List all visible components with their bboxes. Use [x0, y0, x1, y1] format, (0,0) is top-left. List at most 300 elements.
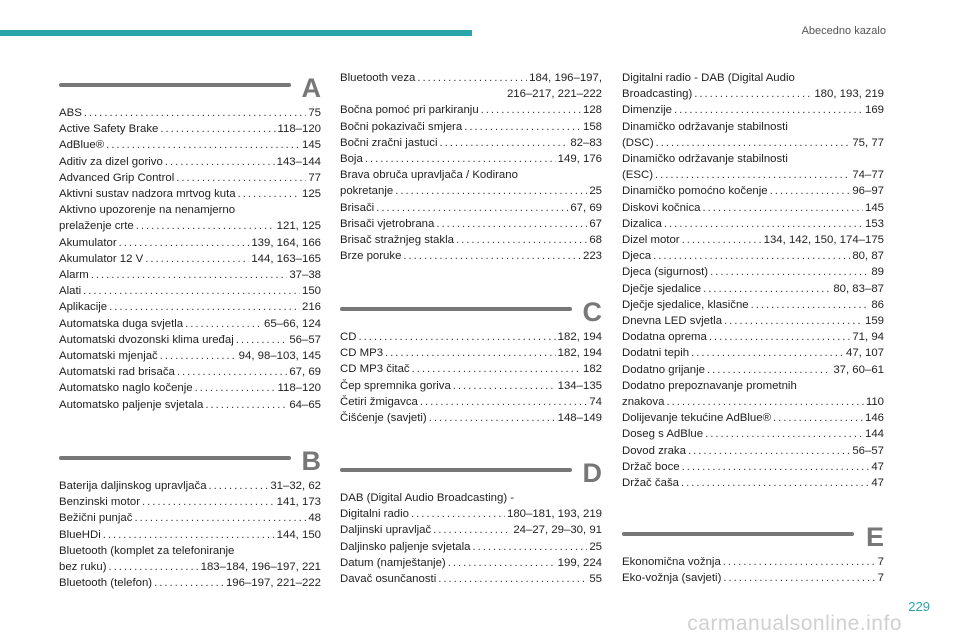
entry-line: [340, 200, 602, 216]
entry-term: Dječje sjedalice, klasične: [622, 298, 749, 311]
entry-line: [340, 216, 602, 232]
index-entry: [59, 510, 321, 526]
entry-pages: 48: [308, 512, 321, 525]
index-entry: [340, 70, 602, 102]
dot-leader: [154, 575, 224, 591]
entry-term: Diskovi kočnica: [622, 201, 701, 214]
entry-pages: 89: [871, 266, 884, 279]
section-B: [59, 448, 321, 591]
dot-leader: [238, 186, 300, 202]
entry-term: Davač osunčanosti: [340, 573, 437, 586]
dot-leader: [448, 555, 556, 571]
index-entry: [59, 202, 321, 234]
entry-term: Dječje sjedalice: [622, 282, 702, 295]
entry-line-wrapped: [340, 490, 602, 506]
dot-leader: [751, 297, 870, 313]
index-entry: [340, 216, 602, 232]
dot-leader: [464, 119, 581, 135]
entry-pages: 7: [877, 572, 884, 585]
entry-pages: 144, 150: [276, 528, 321, 541]
entry-line: [59, 316, 321, 332]
entry-pages: 121, 125: [276, 220, 321, 233]
entry-pages: 196–197, 221–222: [225, 577, 321, 590]
section-letter: D: [582, 458, 602, 488]
index-entry: [622, 248, 884, 264]
section-C: [340, 299, 602, 426]
entry-pages: 141, 173: [276, 496, 321, 509]
entry-line: [340, 378, 602, 394]
index-entry: [622, 119, 884, 151]
entry-line-wrapped: [622, 151, 884, 167]
entry-term: Dodatna oprema: [622, 331, 707, 344]
entry-term: Bežični punjač: [59, 512, 133, 525]
index-entry: [622, 475, 884, 491]
entry-term: Aktivni sustav nadzora mrtvog kuta: [59, 188, 236, 201]
entry-line: [622, 362, 884, 378]
entry-pages: 143–144: [276, 155, 321, 168]
entry-term: Broadcasting): [622, 88, 693, 101]
entry-line: [59, 527, 321, 543]
dot-leader: [205, 397, 287, 413]
entry-pages: 148–149: [557, 412, 602, 425]
entry-line: [59, 186, 321, 202]
index-entry: [622, 102, 884, 118]
entry-line: [622, 313, 884, 329]
entry-pages: 71, 94: [852, 331, 884, 344]
entry-line: [59, 510, 321, 526]
entry-line: [622, 135, 884, 151]
entry-pages: 159: [864, 315, 884, 328]
entry-pages: 216: [301, 301, 321, 314]
index-entry: [59, 154, 321, 170]
entry-term: Dizel motor: [622, 234, 680, 247]
entry-pages: 153: [864, 217, 884, 230]
entry-term: Boja: [340, 153, 363, 166]
entry-pages: 67: [589, 217, 602, 230]
entry-pages: 31–32, 62: [270, 480, 321, 492]
index-entry: [340, 490, 602, 522]
entry-line: [340, 151, 602, 167]
entry-pages: 134, 142, 150, 174–175: [763, 234, 884, 247]
index-entry: [622, 378, 884, 410]
index-entry: [622, 459, 884, 475]
entry-pages: 183–184, 196–197, 221: [200, 561, 321, 574]
entry-line: [340, 329, 602, 345]
entry-pages: 67, 69: [570, 201, 602, 214]
entry-term: Držač čaša: [622, 477, 679, 490]
entry-pages: 65–66, 124: [263, 317, 321, 330]
entry-pages: 37, 60–61: [833, 363, 884, 376]
dot-leader: [703, 281, 831, 297]
dot-leader: [723, 554, 876, 570]
index-entry: [622, 313, 884, 329]
entry-pages: 199, 224: [557, 556, 602, 569]
index-entry: [622, 345, 884, 361]
section-D-continued: [622, 70, 884, 491]
entry-line: [59, 154, 321, 170]
entry-term: Advanced Grip Control: [59, 171, 175, 184]
index-entry: [59, 543, 321, 575]
section-rule: [59, 83, 291, 87]
index-entry: [622, 426, 884, 442]
entry-list: [622, 554, 884, 586]
entry-term: CD MP3 čitač: [340, 363, 410, 376]
section-A: [59, 75, 321, 413]
dot-leader: [433, 522, 511, 538]
entry-line: [340, 539, 602, 555]
entry-pages: 68: [589, 234, 602, 247]
section-D: [340, 460, 602, 587]
entry-term: Akumulator: [59, 236, 117, 249]
entry-term: Dodatno grijanje: [622, 363, 705, 376]
entry-line: [340, 522, 602, 538]
dot-leader: [420, 394, 587, 410]
entry-line: [622, 459, 884, 475]
entry-line: [340, 248, 602, 264]
dot-leader: [453, 378, 556, 394]
dot-leader: [770, 183, 851, 199]
dot-leader: [681, 475, 869, 491]
dot-leader: [185, 316, 262, 332]
index-entry: [59, 364, 321, 380]
entry-list: [59, 105, 321, 413]
dot-leader: [710, 264, 869, 280]
entry-term: Dovod zraka: [622, 444, 686, 457]
dot-leader: [456, 232, 587, 248]
dot-leader: [773, 410, 863, 426]
dot-leader: [707, 362, 831, 378]
section-header: [622, 524, 884, 554]
index-entry: [622, 297, 884, 313]
entry-pages: 86: [871, 298, 884, 311]
dot-leader: [438, 571, 587, 587]
index-entry: [340, 135, 602, 151]
entry-line: [622, 216, 884, 232]
dot-leader: [177, 364, 287, 380]
dot-leader: [160, 121, 275, 137]
entry-term: Bočni pokazivači smjera: [340, 120, 463, 133]
entry-list: [622, 70, 884, 491]
entry-line: [59, 121, 321, 137]
entry-term: Alati: [59, 285, 82, 298]
index-entry: [622, 200, 884, 216]
dot-leader: [209, 478, 269, 494]
entry-pages: 74: [589, 395, 602, 408]
entry-term: Dizalica: [622, 217, 662, 230]
entry-line: [340, 183, 602, 199]
entry-line: [340, 394, 602, 410]
entry-term: Četiri žmigavca: [340, 395, 418, 408]
entry-term: AdBlue®: [59, 139, 105, 152]
entry-line-wrapped: [59, 202, 321, 218]
dot-leader: [103, 527, 275, 543]
entry-term: Dodatni tepih: [622, 347, 690, 360]
dot-leader: [723, 570, 875, 586]
index-entry: [622, 554, 884, 570]
index-entry: [59, 299, 321, 315]
index-entry: [340, 522, 602, 538]
entry-pages: 55: [589, 573, 602, 586]
index-entry: [59, 332, 321, 348]
index-entry: [340, 394, 602, 410]
index-entry: [340, 151, 602, 167]
entry-term: Akumulator 12 V: [59, 252, 144, 265]
index-entry: [59, 170, 321, 186]
dot-leader: [694, 86, 812, 102]
index-entry: [622, 570, 884, 586]
index-entry: [340, 248, 602, 264]
entry-pages: 180–181, 193, 219: [506, 508, 602, 521]
entry-pages: 146: [864, 412, 884, 425]
section-header: [340, 299, 602, 329]
entry-line: [622, 554, 884, 570]
dot-leader: [656, 135, 851, 151]
dot-leader: [436, 216, 587, 232]
entry-term: Brze poruke: [340, 250, 402, 263]
index-entry: [340, 345, 602, 361]
dot-leader: [109, 299, 300, 315]
dot-leader: [376, 200, 568, 216]
dot-leader: [653, 248, 850, 264]
section-rule: [340, 468, 572, 472]
dot-leader: [195, 380, 276, 396]
entry-term: prelaženje crte: [59, 220, 134, 233]
entry-line: [340, 555, 602, 571]
entry-line: [622, 443, 884, 459]
entry-pages: 144: [864, 428, 884, 441]
dot-leader: [83, 283, 300, 299]
dot-leader: [84, 105, 307, 121]
index-entry: [340, 378, 602, 394]
index-entry: [622, 70, 884, 102]
entry-pages: 145: [864, 201, 884, 214]
index-entry: [340, 232, 602, 248]
entry-term: Automatski mjenjač: [59, 350, 158, 363]
section-rule: [59, 456, 291, 460]
index-entry: [59, 316, 321, 332]
dot-leader: [682, 459, 870, 475]
entry-line-wrapped: [59, 543, 321, 559]
entry-pages: 110: [865, 396, 884, 409]
entry-term: Doseg s AdBlue: [622, 428, 704, 441]
entry-pages: 145: [301, 139, 321, 152]
entry-term: Active Safety Brake: [59, 123, 159, 136]
index-entry: [340, 410, 602, 426]
entry-line: [622, 167, 884, 183]
dot-leader: [411, 506, 505, 522]
entry-line: [59, 348, 321, 364]
entry-term: Držač boce: [622, 460, 680, 473]
entry-line: [59, 235, 321, 251]
entry-term: Automatsko paljenje svjetala: [59, 398, 204, 411]
entry-line: [622, 183, 884, 199]
entry-line: [59, 332, 321, 348]
entry-pages: 24–27, 29–30, 91: [513, 524, 602, 537]
entry-pages-continued: 216–217, 221–222: [506, 88, 602, 101]
entry-term: bez ruku): [59, 561, 107, 574]
entry-pages: 180, 193, 219: [814, 88, 884, 101]
index-entry: [622, 151, 884, 183]
entry-line: [59, 137, 321, 153]
entry-term: pokretanje: [340, 185, 394, 198]
index-entry: [59, 494, 321, 510]
entry-term: Automatsko naglo kočenje: [59, 382, 193, 395]
dot-leader: [236, 332, 288, 348]
dot-leader: [688, 443, 850, 459]
entry-line: [340, 410, 602, 426]
entry-term: Dolijevanje tekućine AdBlue®: [622, 412, 771, 425]
entry-pages: 75, 77: [852, 136, 884, 149]
entry-pages: 77: [308, 171, 321, 184]
entry-pages: 56–57: [289, 333, 321, 346]
index-entry: [340, 102, 602, 118]
index-entry: [59, 283, 321, 299]
dot-leader: [481, 102, 581, 118]
entry-pages: 128: [582, 104, 602, 117]
entry-term: Aplikacije: [59, 301, 108, 314]
index-entry: [59, 348, 321, 364]
index-entry: [622, 183, 884, 199]
entry-pages: 144, 163–165: [251, 252, 321, 265]
dot-leader: [403, 248, 581, 264]
index-entry: [340, 555, 602, 571]
dot-leader: [176, 170, 306, 186]
entry-term: Dnevna LED svjetla: [622, 315, 723, 328]
entry-list: [340, 70, 602, 264]
entry-term: Automatska duga svjetla: [59, 317, 184, 330]
entry-pages: 75: [308, 107, 321, 119]
entry-term: Aktivno upozorenje na nenamjerno: [59, 204, 236, 217]
index-entry: [340, 329, 602, 345]
entry-line: [340, 70, 602, 86]
entry-pages: 67, 69: [289, 366, 321, 379]
watermark: carmanualsonline.info: [687, 612, 902, 635]
page-number: 229: [908, 599, 930, 614]
dot-leader: [440, 135, 569, 151]
entry-pages: 182, 194: [557, 331, 602, 343]
index-entry: [59, 121, 321, 137]
index-entry: [59, 267, 321, 283]
index-entry: [340, 167, 602, 199]
dot-leader: [134, 510, 306, 526]
entry-term: Alarm: [59, 269, 89, 282]
index-entry: [622, 362, 884, 378]
dot-leader: [417, 70, 527, 86]
dot-leader: [666, 394, 863, 410]
index-entry: [622, 232, 884, 248]
index-entry: [59, 186, 321, 202]
entry-term: Dimenzije: [622, 104, 673, 117]
entry-line: [622, 329, 884, 345]
entry-term: Digitalni radio - DAB (Digital Audio: [622, 72, 795, 84]
entry-line: [622, 281, 884, 297]
section-B-continued: [340, 70, 602, 264]
entry-pages: 182, 194: [557, 347, 602, 360]
index-entry: [59, 251, 321, 267]
entry-term: Daljinski upravljač: [340, 524, 432, 537]
entry-pages: 47: [871, 460, 884, 473]
entry-line: [59, 494, 321, 510]
dot-leader: [160, 348, 237, 364]
entry-line: [59, 251, 321, 267]
entry-line: [622, 232, 884, 248]
dot-leader: [472, 539, 587, 555]
entry-line: [59, 478, 321, 494]
dot-leader: [142, 494, 275, 510]
index-entry: [340, 361, 602, 377]
entry-line: [340, 119, 602, 135]
dot-leader: [395, 183, 587, 199]
index-entry: [59, 575, 321, 591]
entry-term: ABS: [59, 107, 82, 119]
entry-line: [622, 345, 884, 361]
dot-leader: [108, 559, 198, 575]
entry-term: CD MP3: [340, 347, 384, 360]
entry-line: [340, 506, 602, 522]
index-entry: [340, 119, 602, 135]
entry-pages: 139, 164, 166: [251, 236, 321, 249]
entry-pages: 118–120: [277, 382, 321, 395]
entry-line: [622, 426, 884, 442]
header-accent-bar: [0, 30, 472, 36]
entry-pages: 80, 87: [852, 250, 884, 263]
entry-term: Bočna pomoć pri parkiranju: [340, 104, 479, 117]
section-letter: B: [301, 446, 321, 476]
section-letter: A: [301, 73, 321, 103]
entry-pages: 64–65: [289, 398, 321, 411]
entry-term: Bluetooth (komplet za telefoniranje: [59, 544, 235, 557]
index-entry: [59, 478, 321, 494]
dot-leader: [358, 329, 555, 345]
entry-term: Automatski dvozonski klima uređaj: [59, 333, 234, 346]
entry-term: (ESC): [622, 169, 654, 182]
index-entry: [622, 281, 884, 297]
entry-line: [59, 105, 321, 121]
entry-pages: 182: [582, 363, 602, 376]
entry-term: Brisači vjetrobrana: [340, 217, 435, 230]
index-entry: [622, 329, 884, 345]
dot-leader: [691, 345, 844, 361]
entry-line: [59, 397, 321, 413]
entry-pages: 125: [301, 188, 321, 201]
entry-pages: 7: [877, 556, 884, 568]
entry-line: [59, 380, 321, 396]
entry-pages: 80, 83–87: [833, 282, 884, 295]
entry-line: [340, 361, 602, 377]
dot-leader: [682, 232, 762, 248]
entry-line: [340, 345, 602, 361]
entry-term: Automatski rad brisača: [59, 366, 175, 379]
entry-term: Dinamičko održavanje stabilnosti: [622, 153, 788, 166]
section-E: [622, 524, 884, 586]
entry-line: [340, 135, 602, 151]
entry-term: Čišćenje (savjeti): [340, 412, 427, 425]
entry-line: [59, 267, 321, 283]
entry-line: [59, 364, 321, 380]
entry-term: Bočni zračni jastuci: [340, 136, 438, 149]
section-header: [340, 460, 602, 490]
entry-term: (DSC): [622, 136, 654, 149]
entry-term: Brisač stražnjeg stakla: [340, 234, 454, 247]
entry-line: [59, 218, 321, 234]
entry-line: [622, 394, 884, 410]
dot-leader: [91, 267, 288, 283]
entry-line: [59, 559, 321, 575]
entry-term: Dinamičko održavanje stabilnosti: [622, 120, 788, 133]
entry-pages: 223: [582, 250, 602, 263]
entry-line: [622, 248, 884, 264]
entry-term: znakova: [622, 396, 665, 409]
